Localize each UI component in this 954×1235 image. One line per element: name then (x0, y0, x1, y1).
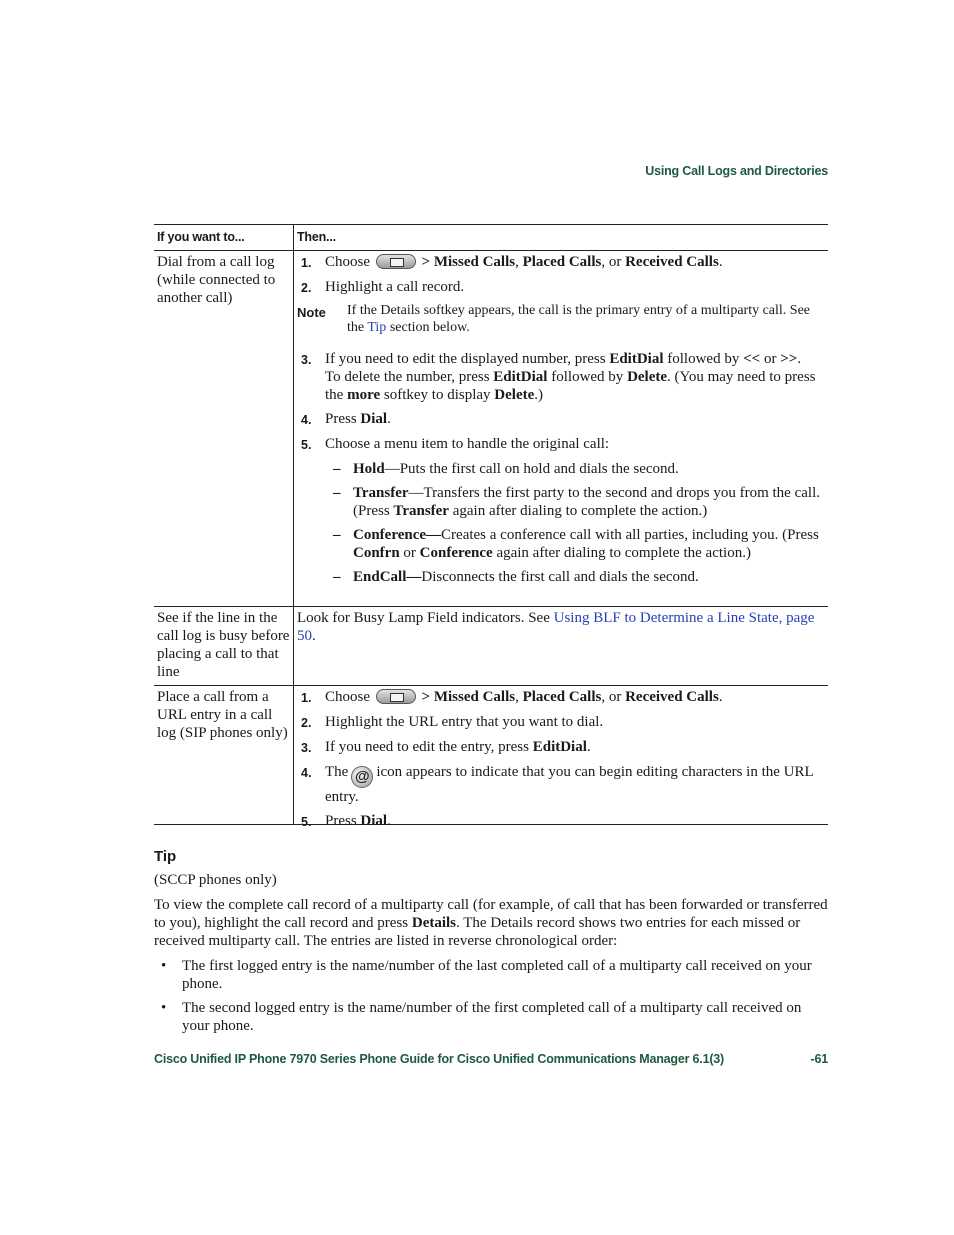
softkey-conference: Conference (419, 545, 493, 561)
dash: – (333, 461, 341, 477)
sub-text-part: again after dialing to complete the action.) (448, 503, 708, 519)
sub-item-hold (333, 460, 820, 478)
menu-missed-calls: Missed Calls (433, 254, 516, 270)
step-text-part: , or (601, 689, 626, 705)
step-text-part: followed by (547, 369, 628, 385)
step (297, 763, 820, 806)
softkey-editdial: EditDial (532, 739, 587, 755)
bullet-icon: • (161, 958, 167, 974)
softkey-transfer: Transfer (353, 485, 409, 501)
sub-text (353, 460, 820, 478)
note (297, 302, 820, 336)
step-number: 2. (301, 716, 312, 730)
row-want: See if the line in the call log is busy before placing a call to that line (154, 607, 294, 685)
step-number: 5. (301, 815, 312, 829)
step-text-part: If you need to edit the displayed number, press (325, 351, 610, 367)
note-text-part: section below. (386, 320, 470, 335)
tip-text-part: . The Details record shows two entries for each missed or received multiparty call. The entries are listed in reverse chronological order: (154, 915, 801, 949)
step-text: Highlight a call record. (325, 279, 465, 295)
step-text-part: Press (325, 813, 361, 829)
step-text-part: . (387, 813, 391, 829)
call-log-table (154, 224, 828, 829)
tip-link[interactable]: Tip (367, 320, 387, 335)
tip-heading: Tip (154, 848, 177, 865)
step-number: 3. (301, 353, 312, 367)
directories-key-icon (376, 689, 416, 704)
softkey-transfer: Transfer (393, 503, 449, 519)
step-text-part: > (417, 689, 434, 705)
step-text-part: softkey to display (380, 387, 495, 403)
softkey-editdial: EditDial (493, 369, 548, 385)
list-item-text: The first logged entry is the name/number of the last completed call of a multiparty call received on your phone. (182, 958, 812, 992)
step-text-part: , (515, 689, 523, 705)
step-text-part: Press (325, 411, 361, 427)
step (297, 688, 820, 707)
menu-placed-calls: Placed Calls (522, 254, 602, 270)
sub-text-part: or (399, 545, 420, 561)
step (297, 812, 820, 831)
softkey-dial: Dial (360, 411, 388, 427)
tip-paragraph (154, 896, 828, 950)
dash: – (333, 527, 341, 543)
step-text-part: or (760, 351, 781, 367)
softkey-delete: Delete (494, 387, 535, 403)
footer-title: Cisco Unified IP Phone 7970 Series Phone Guide for Cisco Unified Communications Manager 6.1(3) (154, 1052, 724, 1066)
table-row (154, 607, 828, 686)
step-text-part: If you need to edit the entry, press (325, 739, 533, 755)
sub-text-part: Disconnects the first call and dials the second. (421, 569, 699, 585)
step-text-part: icon appears to indicate that you can begin editing characters in the URL entry. (325, 764, 814, 805)
tip-body (154, 871, 828, 1041)
menu-placed-calls: Placed Calls (522, 689, 602, 705)
step-text (325, 738, 820, 757)
sub-text-part: —Puts the first call on hold and dials the second. (384, 461, 679, 477)
step-text-part: . (718, 689, 723, 705)
note-text (347, 302, 820, 336)
step-text (325, 253, 820, 272)
blf-link[interactable]: Using BLF to Determine a Line State, page 50 (297, 610, 815, 644)
sub-item-conference (333, 526, 820, 562)
list-item (154, 999, 828, 1035)
step-text-part: . (387, 411, 391, 427)
menu-received-calls: Received Calls (625, 254, 719, 270)
step-text-part: . (586, 739, 591, 755)
dash: – (333, 485, 341, 501)
sub-text-part: Creates a conference call with all parties, including you. (Press (441, 527, 819, 543)
sub-text (353, 484, 820, 520)
row-then (294, 251, 828, 606)
sub-item-transfer (333, 484, 820, 520)
softkey-more: more (347, 387, 381, 403)
softkey-editdial: EditDial (609, 351, 664, 367)
list-item-text: The second logged entry is the name/number of the first completed call of a multiparty call received on your phone. (182, 1000, 802, 1034)
step (297, 350, 820, 404)
header-want: If you want to... (154, 225, 294, 250)
note-text-part: If the Details softkey appears, the call is the primary entry of a multiparty call. See the (347, 303, 811, 335)
bullet-icon: • (161, 1000, 167, 1016)
step-number: 4. (301, 413, 312, 427)
step-text-part: followed by (663, 351, 744, 367)
step-text-part: . (You may need to press the (325, 369, 816, 403)
note-label: Note (297, 305, 326, 320)
tip-scope: (SCCP phones only) (154, 872, 277, 888)
step-number: 3. (301, 741, 312, 755)
step-text-part: The (325, 764, 349, 780)
row-text-part: Look for Busy Lamp Field indicators. See (297, 610, 554, 626)
softkey-delete: Delete (627, 369, 668, 385)
softkey-dial: Dial (360, 813, 388, 829)
running-header: Using Call Logs and Directories (645, 164, 828, 178)
directories-key-icon (376, 254, 416, 269)
tip-text-part: To view the complete call record of a multiparty call (for example, of call that has been forwarded or transferred to you), highlight the call record and press (154, 897, 828, 931)
softkey-hold: Hold (353, 461, 385, 477)
softkey-forward: >> (780, 351, 798, 367)
step-text (325, 688, 820, 707)
step-text: Choose a menu item to handle the original call: (325, 436, 610, 452)
page-number: -61 (810, 1052, 828, 1066)
step (297, 713, 820, 732)
step (297, 410, 820, 429)
row-want: Place a call from a URL entry in a call log (SIP phones only) (154, 686, 294, 824)
step-text (325, 350, 820, 404)
step-text (325, 763, 820, 806)
menu-missed-calls: Missed Calls (433, 689, 516, 705)
table-header (154, 225, 828, 251)
softkey-endcall: EndCall— (353, 569, 422, 585)
table-row (154, 251, 828, 607)
step-number: 4. (301, 766, 312, 780)
url-edit-at-icon: @ (351, 766, 373, 788)
row-then (294, 686, 828, 829)
header-then: Then... (297, 230, 336, 244)
step-text (325, 410, 820, 429)
softkey-back: << (743, 351, 761, 367)
sub-text-part: —Transfers the first party to the second and drops you from the call. (Press (353, 485, 820, 519)
step-text-part: , (515, 254, 523, 270)
sub-text-part: again after dialing to complete the action.) (492, 545, 751, 561)
step-number: 2. (301, 281, 312, 295)
step-text-part: . (718, 254, 723, 270)
step (297, 253, 820, 272)
step (297, 278, 820, 297)
step-text-part: > (417, 254, 434, 270)
step (297, 738, 820, 757)
step-text-part: , or (601, 254, 626, 270)
row-then (294, 607, 828, 685)
step-number: 1. (301, 256, 312, 270)
step-text: Highlight the URL entry that you want to dial. (325, 714, 604, 730)
step-number: 1. (301, 691, 312, 705)
step-text-part: Choose (325, 254, 370, 270)
softkey-conference: Conference— (353, 527, 442, 543)
page-footer (154, 1052, 828, 1066)
sub-text (353, 526, 820, 562)
step-number: 5. (301, 438, 312, 452)
step-text-part: Choose (325, 689, 370, 705)
softkey-confrn: Confrn (353, 545, 400, 561)
softkey-details: Details (411, 915, 457, 931)
step (297, 435, 820, 454)
list-item (154, 957, 828, 993)
row-text-part: . (312, 628, 316, 644)
table-row (154, 686, 828, 829)
dash: – (333, 569, 341, 585)
step-text-part: . To delete the number, press (325, 351, 802, 385)
step-text-part: .) (534, 387, 543, 403)
menu-received-calls: Received Calls (625, 689, 719, 705)
step-text (325, 812, 820, 831)
sub-text (353, 568, 820, 586)
row-want: Dial from a call log (while connected to another call) (154, 251, 294, 606)
sub-item-endcall (333, 568, 820, 586)
